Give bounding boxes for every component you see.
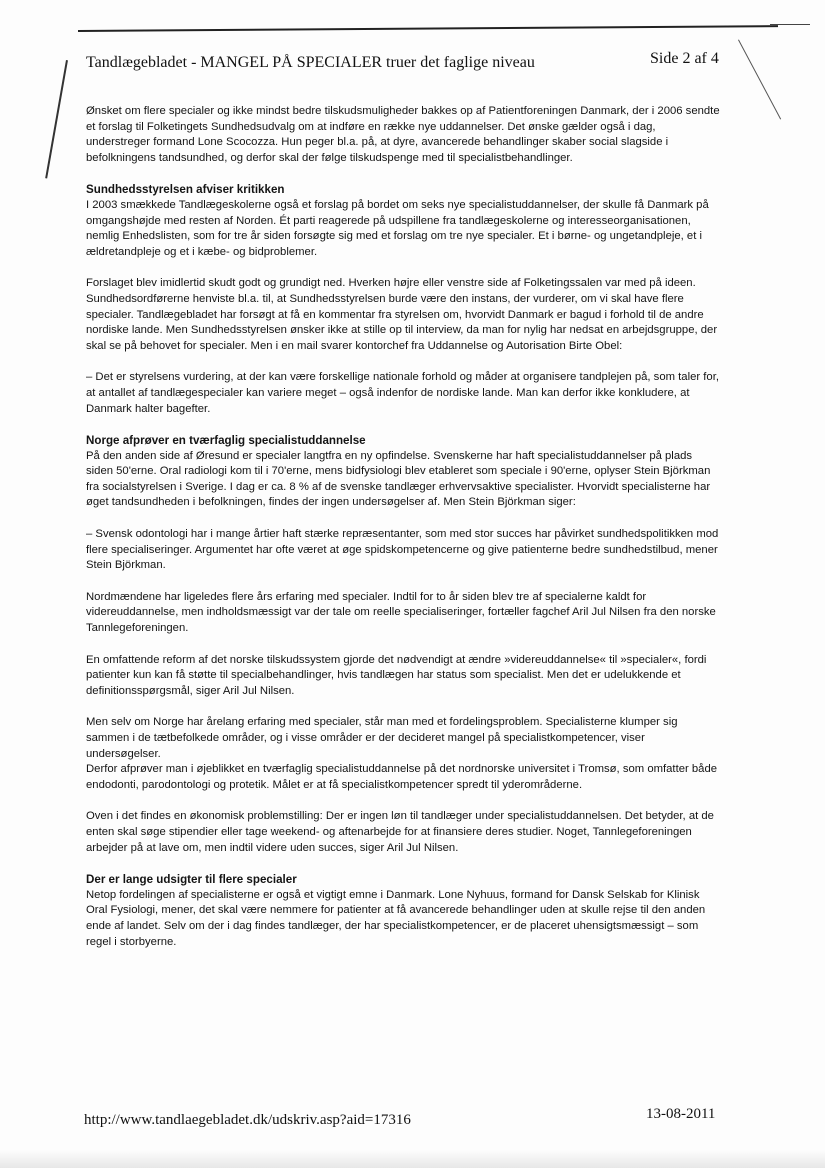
page-indicator: Side 2 af 4 xyxy=(650,50,719,67)
paragraph: Nordmændene har ligeledes flere års erfaring med specialer. Indtil for to år siden blev tre af specialerne kaldt for videreuddannelse, men indholdsmæssigt var der tale om reelle specialiseringer, fortæller fagchef Aril Jul Nilsen fra den norske Tannlegeforeningen. xyxy=(86,590,716,635)
section-heading: Der er lange udsigter til flere specialer xyxy=(86,873,297,887)
footer-date: 13-08-2011 xyxy=(646,1106,716,1122)
paragraph: Derfor afprøver man i øjeblikket en tværfaglig specialistuddannelse på det nordnorske universitet i Tromsø, som omfatter både endodonti, parodontologi og protetik. Målet er at få specialistkompetencer spredt til yderområderne. xyxy=(86,763,718,791)
paragraph: Netop fordelingen af specialisterne er også et vigtigt emne i Danmark. Lone Nyhuus, formand for Dansk Selskab for Klinisk Oral Fysiologi, mener, det skal være nemmere for patienter at få avancerede behandlinger uden at skulle rejse til den anden ende af landet. Selv om der i dag findes tandlæger, der har specialistkompetencer, er de placeret uhensigtsmæssigt – som regel i storbyerne. xyxy=(86,888,706,948)
paragraph: Forslaget blev imidlertid skudt godt og grundigt ned. Hverken højre eller venstre side af Folketingssalen var med på ideen. Sundhedsordførerne henviste bl.a. til, at Sundhedsstyrelsen burde være den instans, der vurderer, om vi skal have flere specialer. Tandlægebladet har forsøgt at få en kommentar fra styrelsen om, hvorvidt Danmark er bagud i forhold til de andre nordiske lande. Men Sundhedsstyrelsen ønsker ikke at stille op til interview, da man for nylig har nedsat en arbejdsgruppe, der skal se på behovet for specialer. Men i en mail svarer kontorchef fra Uddannelse og Autorisation Birte Obel: xyxy=(86,277,718,352)
paragraph: I 2003 smækkede Tandlægeskolerne også et forslag på bordet om seks nye specialistuddannelser, der skulle få Danmark på omgangshøjde med resten af Norden. Ét parti reagerede på udspillene fra tandlægeskolerne og interesseorganisationen, nemlig Enhedslisten, som for tre år siden forsøgte sig med et forslag om tre nye specialer. Et i børne- og ungetandpleje, et i ældretandpleje og et i kæbe- og bidproblemer. xyxy=(86,198,709,258)
footer-url: http://www.tandlaegebladet.dk/udskriv.asp?aid=17316 xyxy=(84,1112,411,1128)
article-body xyxy=(86,104,722,966)
scan-edge-top-right xyxy=(770,24,810,25)
quote-paragraph: – Det er styrelsens vurdering, at der kan være forskellige nationale forhold og måder at organisere tandplejen på, som taler for, at antallet af tandlægespecialer kan variere meget – også indenfor de nordiske lande. Man kan derfor ikke konkludere, at Danmark halter bagefter. xyxy=(86,371,719,415)
scan-edge-left xyxy=(45,60,68,179)
paragraph: En omfattende reform af det norske tilskudssystem gjorde det nødvendigt at ændre »videreuddannelse« til »specialer«, fordi patienter kun kan få støtte til specialbehandlinger, hvis tandlægen har status som specialist. Men det er udelukkende et definitionsspørgsmål, siger Aril Jul Nilsen. xyxy=(86,653,707,697)
scan-edge-bottom xyxy=(0,1150,825,1168)
quote-paragraph: – Svensk odontologi har i mange årtier haft stærke repræsentanter, som med stor succes har påvirket sundhedspolitikken mod flere specialiseringer. Argumentet har ofte været at øge spidskompetencerne og give patienterne bedre sundhedstilbud, mener Stein Björkman. xyxy=(86,528,719,572)
intro-paragraph: Ønsket om flere specialer og ikke mindst bedre tilskudsmuligheder bakkes op af Patientforeningen Danmark, der i 2006 sendte et forslag til Folketingets Sundhedsudvalg om at indføre en række nye uddannelser. Det ønske gælder også i dag, understreger formand Lone Scocozza. Hun peger bl.a. på, at dyre, avancerede behandlinger skaber social slagside i befolkningens tandsundhed, og derfor skal der følge tilskudspenge med til specialistbehandlinger. xyxy=(86,105,720,164)
section-heading: Sundhedsstyrelsen afviser kritikken xyxy=(86,183,285,197)
paragraph: På den anden side af Øresund er specialer langtfra en ny opfindelse. Svenskerne har haft specialistuddannelser på plads siden 50'erne. Oral radiologi kom til i 70'erne, mens bidfysiologi blev etableret som speciale i 90'erne, oplyser Stein Björkman fra socialstyrelsen i Sverige. I dag er ca. 8 % af de svenske tandlæger erhvervsaktive specialister. Hvorvidt specialisterne har øget tandsundheden i befolkningen, findes der ingen undersøgelser af. Men Stein Björkman siger: xyxy=(86,449,711,509)
scan-edge-right xyxy=(738,40,781,120)
paragraph: Oven i det findes en økonomisk problemstilling: Der er ingen løn til tandlæger under specialistuddannelsen. Det betyder, at de enten skal søge stipendier eller tage weekend- og aftenarbejde for at finansiere deres studier. Noget, Tannlegeforeningen arbejder på at lave om, men indtil videre uden succes, siger Aril Jul Nilsen. xyxy=(86,810,714,854)
paragraph: Men selv om Norge har årelang erfaring med specialer, står man med et fordelingsproblem. Specialisterne klumper sig sammen i de tætbefolkede områder, og i visse områder er der decideret mangel på specialistkompetencer, viser undersøgelser. xyxy=(86,716,678,760)
section-heading: Norge afprøver en tværfaglig specialistuddannelse xyxy=(86,434,366,448)
page-header-title: Tandlægebladet - MANGEL PÅ SPECIALER truer det faglige niveau xyxy=(86,54,535,71)
scan-edge-top xyxy=(78,25,778,32)
